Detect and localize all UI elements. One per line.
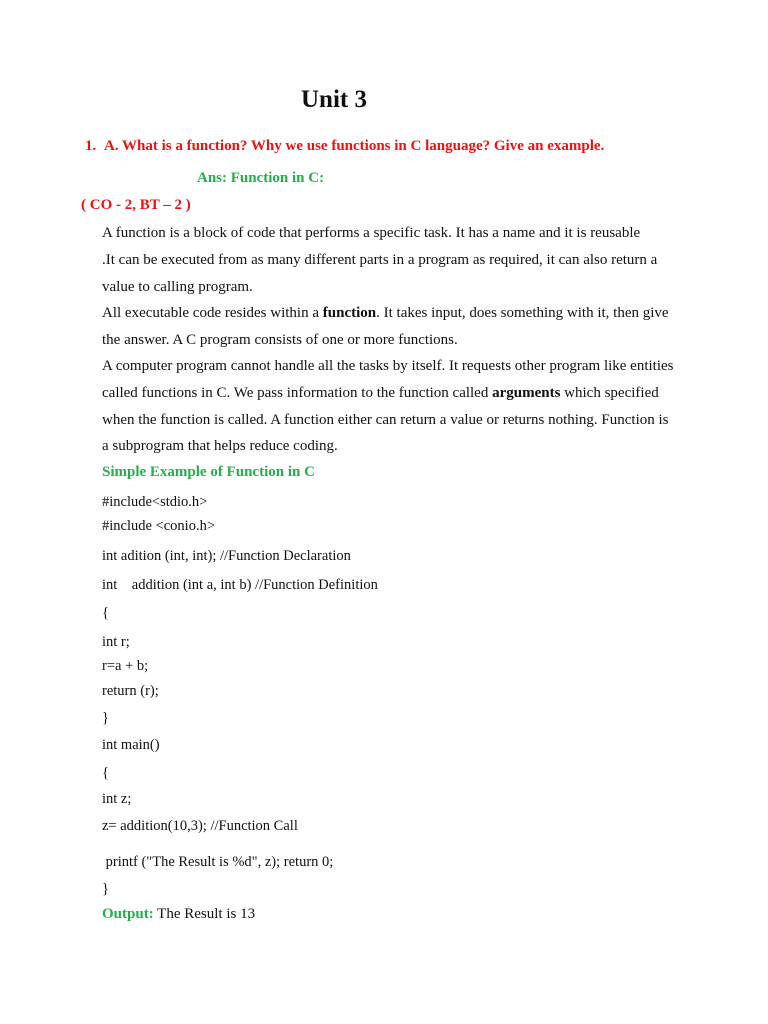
text-span: which specified — [560, 384, 659, 401]
page-title: Unit 3 — [301, 86, 367, 113]
code-line: int main() — [102, 737, 160, 753]
code-line: return (r); — [102, 683, 159, 699]
question-text: A. What is a function? Why we use functions in C language? Give an example. — [103, 138, 605, 154]
keyword-arguments: arguments — [492, 384, 561, 401]
paragraph-line: A computer program cannot handle all the tasks by itself. It requests other program like entities — [102, 358, 674, 374]
paragraph-arguments — [102, 353, 674, 460]
output-value: The Result is 13 — [153, 906, 256, 922]
text-span: All executable code resides within a — [102, 305, 323, 321]
code-line: int adition (int, int); //Function Declaration — [102, 548, 351, 564]
keyword-function: function — [322, 305, 377, 321]
paragraph-line: A function is a block of code that performs a specific task. It has a name and it is reusable — [102, 225, 641, 241]
text-span: called functions in C. We pass information to the function called — [102, 384, 493, 401]
code-line: z= addition(10,3); //Function Call — [102, 818, 298, 834]
output-line — [102, 906, 255, 923]
paragraph-line — [102, 380, 674, 407]
code-line: } — [102, 881, 109, 897]
paragraph-line: the answer. A C program consists of one or more functions. — [102, 331, 458, 348]
code-line: int z; — [102, 791, 132, 807]
paragraph-line: a subprogram that helps reduce coding. — [102, 438, 338, 455]
text-span: . It takes input, does something with it, then give — [376, 305, 669, 321]
code-line: { — [102, 605, 109, 621]
paragraph-line — [102, 300, 669, 327]
paragraph-line: value to calling program. — [102, 278, 253, 295]
paragraph-line: when the function is called. A function either can return a value or returns nothing. Function is — [102, 411, 669, 428]
paragraph-definition — [102, 220, 657, 300]
code-line: #include <conio.h> — [102, 518, 215, 534]
code-line: int r; — [102, 634, 130, 650]
code-line: r=a + b; — [102, 658, 149, 674]
output-label: Output: — [102, 906, 154, 922]
code-line: int addition (int a, int b) //Function Definition — [102, 577, 378, 593]
code-line: { — [102, 765, 109, 781]
answer-heading: Ans: Function in C: — [197, 170, 325, 186]
code-line: #include<stdio.h> — [102, 494, 208, 510]
paragraph-executable-code — [102, 300, 669, 354]
code-line: } — [102, 710, 109, 726]
question-heading — [85, 138, 604, 155]
co-bt-label: ( CO - 2, BT – 2 ) — [81, 197, 191, 213]
question-number: 1. — [85, 138, 97, 154]
paragraph-line: .It can be executed from as many different parts in a program as required, it can also return a — [102, 251, 658, 268]
example-heading: Simple Example of Function in C — [102, 464, 315, 480]
code-line: printf ("The Result is %d", z); return 0; — [102, 854, 334, 870]
